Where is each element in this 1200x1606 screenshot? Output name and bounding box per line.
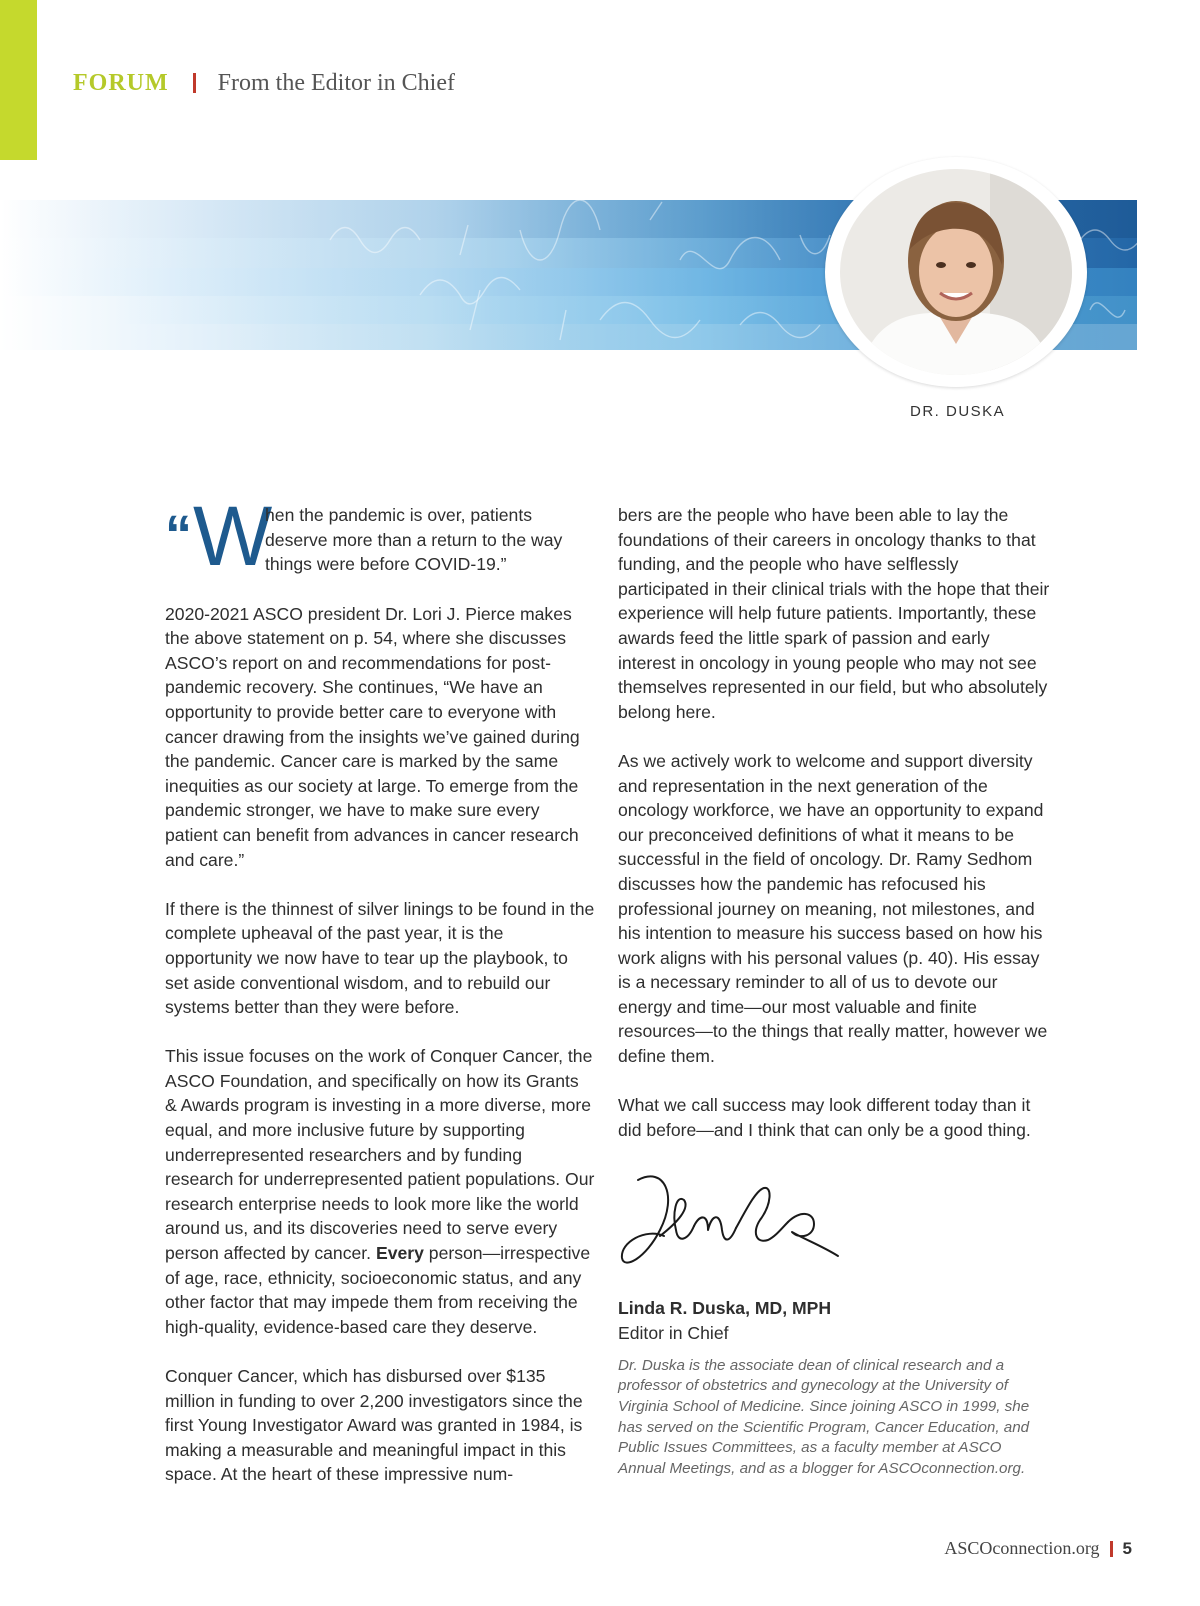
- handwritten-signature: [616, 1170, 846, 1278]
- header-divider: [193, 73, 196, 93]
- footer-website: ASCOconnection.org: [944, 1538, 1100, 1558]
- emphasis: Every: [375, 1243, 424, 1264]
- article-column-2: [618, 503, 1050, 1480]
- paragraph: As we actively work to welcome and support diversity and representation in the next generation of the oncology workforce, we have an opportunity to expand our preconceived definitions of what it means to be successful in the field of oncology. Dr. Ramy Sedhom discusses how the pandemic has refocused his professional journey on meaning, not milestones, and his intention to measure his success based on how his work aligns with his personal values (p. 40). His essay is a necessary reminder to all of us to devote our energy and time—our most valuable and finite resources—to the things that really matter, however we define them.: [618, 750, 1048, 1067]
- paragraph: This issue focuses on the work of Conquer Cancer, the ASCO Foundation, and specifically on how its Grants & Awards program is investing in a more diverse, more equal, and more inclusive future by supporting underrepresented researchers and by funding research for underrepresented patient populations. Our research enterprise needs to look more like the world around us, and its discoveries need to serve every person affected by cancer. Every person—irrespective of age, race, ethnicity, socioeconomic status, and any other factor that may impede them from receiving the high-quality, evidence-based care they deserve.: [165, 1046, 595, 1337]
- paragraph: 2020-2021 ASCO president Dr. Lori J. Pierce makes the above statement on p. 54, where she discusses ASCO’s report on and recommendations for post-pandemic recovery. She continues, “We have an opportunity to provide better care to everyone with cancer drawing from the insights we’ve gained during the pandemic. Cancer care is marked by the same inequities as our society at large. To emerge from the pandemic stronger, we have to make sure every patient can benefit from advances in cancer research and care.”: [165, 603, 580, 870]
- footer-divider: [1110, 1541, 1113, 1557]
- author-portrait: [825, 157, 1087, 387]
- page-number: 5: [1122, 1538, 1132, 1558]
- paragraph: Conquer Cancer, which has disbursed over $135 million in funding to over 2,200 investigators since the first Young Investigator Award was granted in 1984, is making a measurable and meaningful impact in this space. At the heart of these impressive num-: [165, 1366, 583, 1485]
- article-column-1: [165, 489, 595, 1512]
- paragraph: bers are the people who have been able to lay the foundations of their careers in oncology thanks to that funding, and the people who have selflessly participated in their clinical trials with the hope that their experience will help future patients. Importantly, these awards feed the little spark of passion and early interest in oncology in young people who may not see themselves represented in our field, but who absolutely belong here.: [618, 505, 1050, 722]
- section-color-tab: [0, 0, 37, 160]
- section-label: FORUM: [73, 69, 169, 96]
- author-name: Linda R. Duska, MD, MPH: [618, 1298, 832, 1319]
- page-header: [73, 66, 455, 100]
- lead-quote-text: hen the pandemic is over, patients deserve more than a return to the way things were before COVID-19.”: [265, 505, 563, 575]
- drop-cap: “W: [165, 489, 273, 583]
- portrait-caption: DR. DUSKA: [910, 403, 1006, 420]
- paragraph: What we call success may look different today than it did before—and I think that can only be a good thing.: [618, 1095, 1031, 1140]
- author-bio: Dr. Duska is the associate dean of clinical research and a professor of obstetrics and gynecology at the University of Virginia School of Medicine. Since joining ASCO in 1999, she has served on the Scientific Program, Cancer Education, and Public Issues Committees, as a faculty member at ASCO Annual Meetings, and as a blogger for ASCOconnection.org.: [618, 1356, 1030, 1478]
- lead-quote: [165, 489, 595, 583]
- paragraph: If there is the thinnest of silver linings to be found in the complete upheaval of the past year, it is the opportunity we now have to tear up the playbook, to set aside conventional wisdom, and to rebuild our systems better than they were before.: [165, 898, 595, 1018]
- page-footer: [944, 1538, 1132, 1559]
- author-title: Editor in Chief: [618, 1323, 729, 1344]
- department-title: From the Editor in Chief: [217, 69, 455, 96]
